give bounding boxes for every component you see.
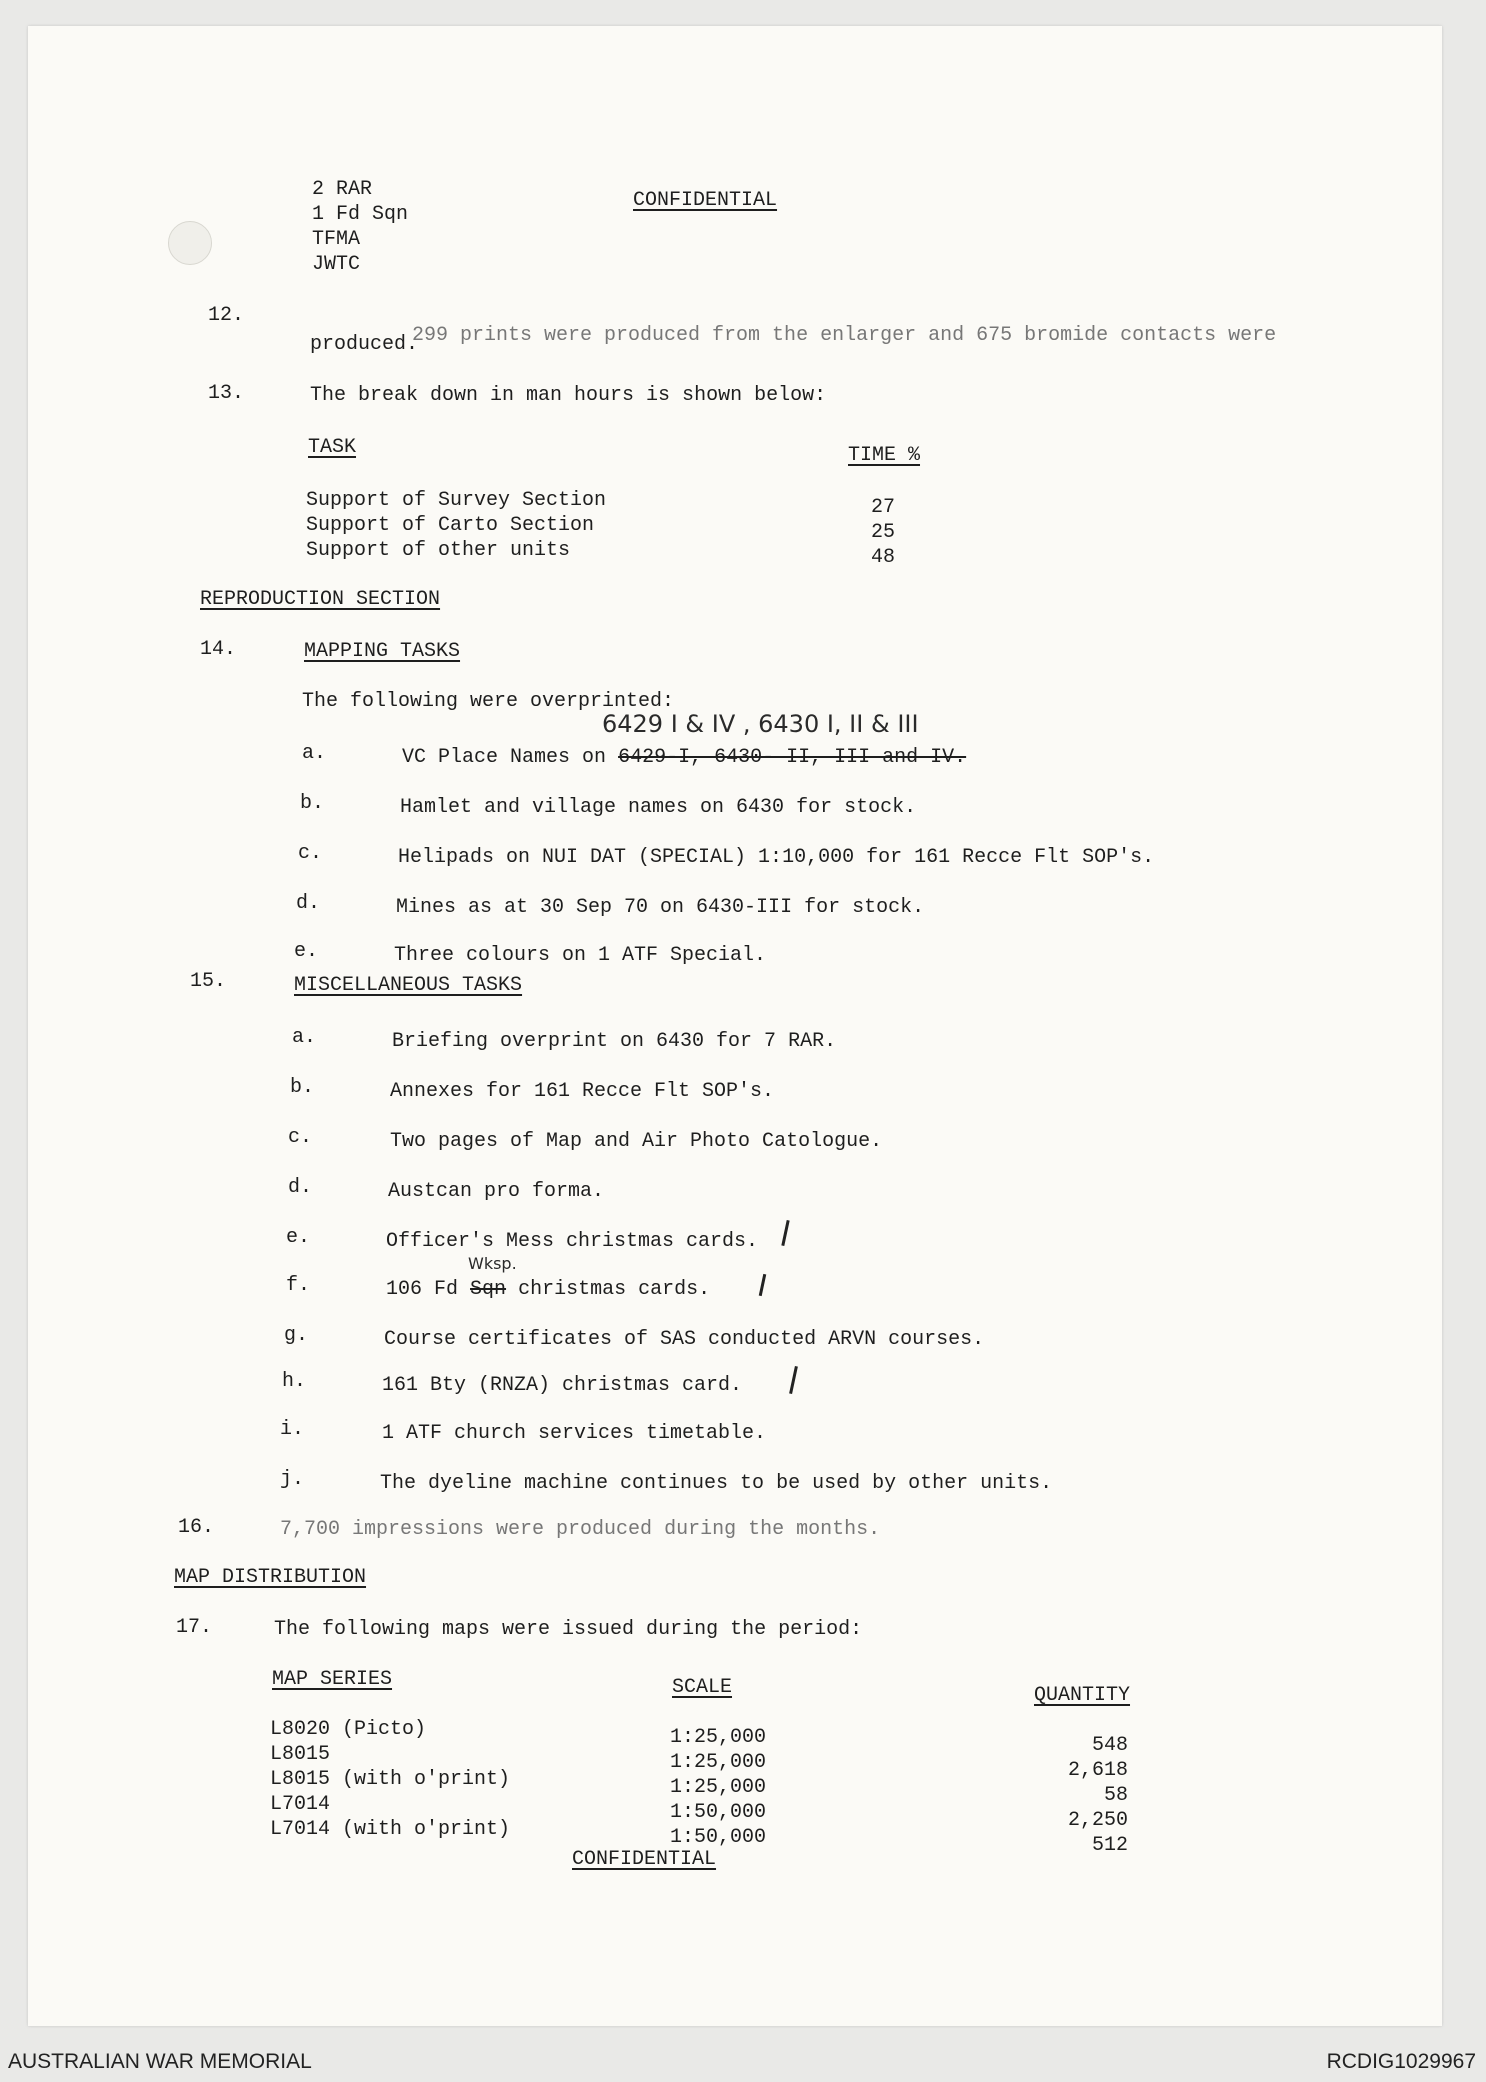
- addressee: 1 Fd Sqn: [312, 203, 409, 226]
- item-text: 1 ATF church services timetable.: [382, 1422, 767, 1445]
- quantity-cell: 58: [1103, 1784, 1128, 1807]
- item-letter: c.: [288, 1126, 313, 1149]
- item-letter: h.: [282, 1370, 307, 1393]
- item-text: Annexes for 161 Recce Flt SOP's.: [390, 1080, 775, 1103]
- quantity-cell: 2,250: [1067, 1809, 1128, 1832]
- item-letter: a.: [292, 1026, 317, 1049]
- item-text: Austcan pro forma.: [388, 1180, 605, 1203]
- item-letter: j.: [280, 1468, 305, 1491]
- item-letter: i.: [280, 1418, 305, 1441]
- task-cell: Support of other units: [306, 539, 571, 562]
- item-text: Mines as at 30 Sep 70 on 6430-III for stock.: [396, 896, 925, 919]
- para-number: 16.: [178, 1516, 215, 1539]
- item-text: Two pages of Map and Air Photo Catologue.: [390, 1130, 883, 1153]
- struck-text: Sqn: [470, 1278, 507, 1301]
- para-number: 14.: [200, 638, 237, 661]
- series-cell: L7014: [270, 1793, 331, 1816]
- addressee: JWTC: [312, 253, 361, 276]
- footer-id: RCDIG1029967: [1326, 2050, 1476, 2073]
- quantity-cell: 2,618: [1067, 1759, 1128, 1782]
- document-page: [28, 26, 1442, 2026]
- item-letter: f.: [286, 1274, 311, 1297]
- item-text: 161 Bty (RNZA) christmas card.: [382, 1374, 743, 1397]
- series-cell: L8015 (with o'print): [270, 1768, 511, 1791]
- item-text: Officer's Mess christmas cards.: [386, 1230, 759, 1253]
- para17-text: The following maps were issued during the period:: [274, 1618, 863, 1641]
- classification-top: CONFIDENTIAL: [633, 189, 778, 212]
- item-text: Hamlet and village names on 6430 for stock.: [400, 796, 917, 819]
- scale-cell: 1:25,000: [670, 1751, 767, 1774]
- series-cell: L8015: [270, 1743, 331, 1766]
- scale-column-header: SCALE: [672, 1676, 733, 1699]
- item-letter: d.: [288, 1176, 313, 1199]
- para14-intro: The following were overprinted:: [302, 690, 675, 713]
- para-number: 17.: [176, 1616, 213, 1639]
- item-letter: g.: [284, 1324, 309, 1347]
- series-column-header: MAP SERIES: [272, 1668, 393, 1691]
- time-cell: 48: [871, 546, 896, 569]
- item-text: The dyeline machine continues to be used by other units.: [380, 1472, 1053, 1495]
- section-heading: MAP DISTRIBUTION: [174, 1566, 367, 1589]
- addressee: TFMA: [312, 228, 361, 251]
- item-letter: b.: [290, 1076, 315, 1099]
- punch-hole: [168, 221, 212, 265]
- addressee: 2 RAR: [312, 178, 373, 201]
- item-letter: e.: [294, 940, 319, 963]
- item-letter: b.: [300, 792, 325, 815]
- item-text: VC Place Names on 6429-I, 6430- II, III and IV.: [402, 746, 967, 769]
- para16-text: 7,700 impressions were produced during the months.: [280, 1518, 881, 1541]
- subsection-heading: MISCELLANEOUS TASKS: [294, 974, 523, 997]
- scale-cell: 1:50,000: [670, 1826, 767, 1849]
- quantity-column-header: QUANTITY: [1034, 1684, 1131, 1707]
- item-text: Course certificates of SAS conducted ARVN courses.: [384, 1328, 985, 1351]
- time-column-header: TIME %: [848, 444, 921, 467]
- para-number: 13.: [208, 382, 245, 405]
- classification-bottom: CONFIDENTIAL: [572, 1848, 717, 1871]
- item-text: Briefing overprint on 6430 for 7 RAR.: [392, 1030, 837, 1053]
- tick-mark: [759, 1274, 767, 1296]
- para13-text: The break down in man hours is shown below:: [310, 384, 827, 407]
- struck-text: 6429-I, 6430- II, III and IV.: [618, 746, 967, 769]
- task-column-header: TASK: [308, 436, 357, 459]
- footer-source: AUSTRALIAN WAR MEMORIAL: [8, 2050, 312, 2073]
- para-number: 15.: [190, 970, 227, 993]
- item-text: Helipads on NUI DAT (SPECIAL) 1:10,000 for 161 Recce Flt SOP's.: [398, 846, 1155, 869]
- scale-cell: 1:50,000: [670, 1801, 767, 1824]
- item-text: 106 Fd Sqn christmas cards.: [386, 1278, 711, 1301]
- series-cell: L8020 (Picto): [270, 1718, 427, 1741]
- item-letter: e.: [286, 1226, 311, 1249]
- subsection-heading: MAPPING TASKS: [304, 640, 461, 663]
- scale-cell: 1:25,000: [670, 1726, 767, 1749]
- handwritten-correction: Wksp.: [468, 1254, 517, 1273]
- time-cell: 27: [871, 496, 896, 519]
- para12-text-cont: produced.: [310, 333, 419, 356]
- tick-mark: [789, 1366, 798, 1394]
- para12-text: 299 prints were produced from the enlarger and 675 bromide contacts were: [412, 324, 1277, 347]
- item-letter: c.: [298, 842, 323, 865]
- tick-mark: [781, 1220, 789, 1246]
- item-text: Three colours on 1 ATF Special.: [394, 944, 767, 967]
- task-cell: Support of Carto Section: [306, 514, 595, 537]
- item-letter: d.: [296, 892, 321, 915]
- scale-cell: 1:25,000: [670, 1776, 767, 1799]
- section-heading: REPRODUCTION SECTION: [200, 588, 441, 611]
- para-number: 12.: [208, 304, 245, 327]
- item-letter: a.: [302, 742, 327, 765]
- task-cell: Support of Survey Section: [306, 489, 607, 512]
- quantity-cell: 512: [1091, 1834, 1128, 1857]
- series-cell: L7014 (with o'print): [270, 1818, 511, 1841]
- handwritten-insert: 6429 I & IV , 6430 I, II & III: [602, 710, 919, 738]
- quantity-cell: 548: [1091, 1734, 1128, 1757]
- time-cell: 25: [871, 521, 896, 544]
